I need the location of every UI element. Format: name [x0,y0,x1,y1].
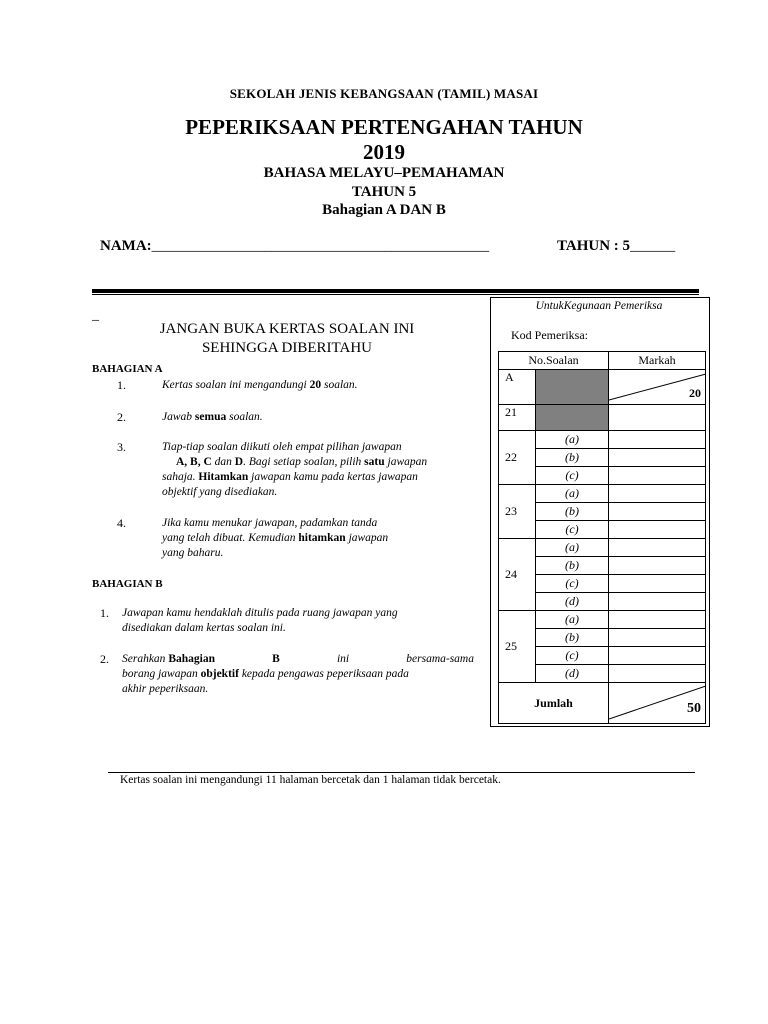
row-total [499,683,706,724]
dash-mark: _ [92,308,99,323]
q23a-mark-cell[interactable] [609,485,706,503]
q22-sub-a: (a) [536,431,609,449]
section-label: Bahagian A DAN B [322,202,446,218]
exam-title: PEPERIKSAAN PERTENGAHAN TAHUN [185,115,583,139]
a-item-2-number: 2. [117,410,126,424]
q25-sub-b: (b) [536,629,609,647]
row-a-mark-cell[interactable] [609,370,706,405]
q24d-mark-cell[interactable] [609,593,706,611]
b-item-2-text: Serahkan Bahagian B ini bersama-sama borang jawapan objektif kepada pengawas peperiksaan pada akhir peperiksaan. [122,653,474,695]
q25c-mark-cell[interactable] [609,647,706,665]
a-item-2-text: Jawab semua soalan. [162,411,263,423]
col-question-header: No.Soalan [499,352,609,370]
q23-sub-b: (b) [536,503,609,521]
row-22a [499,431,706,449]
row-24a [499,539,706,557]
q25-label: 25 [499,611,536,683]
row-21 [499,405,706,431]
marks-table [498,351,706,724]
row-a-max-mark: 20 [689,386,701,400]
total-label: Jumlah [499,683,609,724]
bahagian-b-heading: BAHAGIAN B [92,578,163,590]
examiner-code-label: Kod Pemeriksa: [511,328,588,342]
q24a-mark-cell[interactable] [609,539,706,557]
divider-thick [92,289,699,293]
q24-label: 24 [499,539,536,611]
b-item-1-number: 1. [100,606,109,620]
q25-sub-d: (d) [536,665,609,683]
q24-sub-b: (b) [536,557,609,575]
tahun-blank: ______ [630,238,676,254]
name-label: NAMA: [100,238,152,254]
q23-sub-a: (a) [536,485,609,503]
q25a-mark-cell[interactable] [609,611,706,629]
q22b-mark-cell[interactable] [609,449,706,467]
q25d-mark-cell[interactable] [609,665,706,683]
footer-note: Kertas soalan ini mengandungi 11 halaman bercetak dan 1 halaman tidak bercetak. [120,774,501,786]
q25-sub-c: (c) [536,647,609,665]
q23-sub-c: (c) [536,521,609,539]
a-item-1-text: Kertas soalan ini mengandungi 20 soalan. [162,379,358,391]
q22-sub-c: (c) [536,467,609,485]
row-a-label: A [499,370,536,405]
q22c-mark-cell[interactable] [609,467,706,485]
a-item-3-number: 3. [117,440,126,454]
grade: TAHUN 5 [351,184,417,200]
q23c-mark-cell[interactable] [609,521,706,539]
row-21-label: 21 [499,405,536,431]
subject: BAHASA MELAYU–PEMAHAMAN [263,165,505,181]
tahun-label: TAHUN : 5 [557,238,631,254]
total-max-mark: 50 [687,701,701,716]
tahun-field[interactable] [557,238,675,255]
q22-sub-b: (b) [536,449,609,467]
q24c-mark-cell[interactable] [609,575,706,593]
school-name: SEKOLAH JENIS KEBANGSAAN (TAMIL) MASAI [229,86,539,101]
q24-sub-c: (c) [536,575,609,593]
row-21-mark-cell[interactable] [609,405,706,431]
a-item-4-number: 4. [117,516,126,530]
q24-sub-d: (d) [536,593,609,611]
b-item-1-text: Jawapan kamu hendaklah ditulis pada ruang jawapan yang disediakan dalam kertas soalan ini. [122,607,398,634]
exam-year: 2019 [363,140,405,164]
a-item-1-number: 1. [117,378,126,392]
q24b-mark-cell[interactable] [609,557,706,575]
row-21-shaded [536,405,609,431]
name-field[interactable] [100,238,489,255]
q25-sub-a: (a) [536,611,609,629]
q22a-mark-cell[interactable] [609,431,706,449]
a-item-3-text: Tiap-tiap soalan diikuti oleh empat pilihan jawapan A, B, C dan D. Bagi setiap soalan, pilih satu jawapan sahaja. Hitamkan jawapan kamu pada kertas jawapan objektif yang disediakan. [162,441,428,498]
q25b-mark-cell[interactable] [609,629,706,647]
b-item-2-number: 2. [100,652,109,666]
name-blank: _____________________________________________ [151,238,490,254]
total-mark-cell[interactable] [609,683,706,724]
examiner-box-title: UntukKegunaan Pemeriksa [535,300,663,312]
row-25a [499,611,706,629]
warning-line-1: JANGAN BUKA KERTAS SOALAN INI [159,321,415,337]
q24-sub-a: (a) [536,539,609,557]
a-item-4-text: Jika kamu menukar jawapan, padamkan tanda yang telah dibuat. Kemudian hitamkan jawapan yang baharu. [162,517,389,559]
warning-line-2: SEHINGGA DIBERITAHU [201,340,373,356]
marks-header-row [499,352,706,370]
row-a [499,370,706,405]
row-23a [499,485,706,503]
q23b-mark-cell[interactable] [609,503,706,521]
divider-thin [92,294,699,295]
footer-rule [108,772,695,773]
bahagian-a-heading: BAHAGIAN A [92,363,163,375]
col-mark-header: Markah [609,352,706,370]
q22-label: 22 [499,431,536,485]
row-a-shaded [536,370,609,405]
q23-label: 23 [499,485,536,539]
